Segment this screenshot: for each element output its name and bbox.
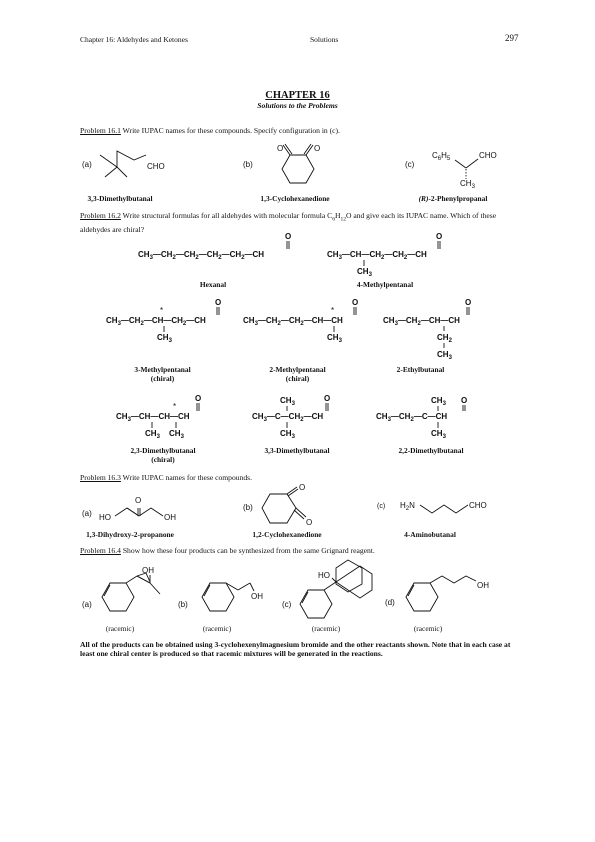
svg-text:O: O (306, 518, 313, 527)
svg-text:CH3—CH—CH—CH: $CH_3—CH—CH—CH$ (116, 412, 190, 423)
svg-text:CH3—CH2—C—CH: $CH_3—CH_2—C—CH$ (376, 412, 448, 423)
svg-text:CHO: CHO (147, 162, 165, 171)
tag-16-4-a: (a) (82, 600, 92, 609)
name-3-methylpentanal: 3-Methylpentanal (134, 365, 191, 374)
chiral-2-methylpentanal: (chiral) (285, 374, 310, 383)
tag-16-3-c: (c) (377, 503, 386, 510)
problem-16-3-statement: Problem 16.3 Write IUPAC names for these compounds. (80, 473, 253, 482)
svg-text:CH3: $CH_3$ (357, 267, 372, 278)
name-2-2-dimethylbutanal: 2,2-Dimethylbutanal (398, 446, 464, 455)
structure-16-4-a (102, 566, 160, 611)
chapter-subtitle: Solutions to the Problems (257, 101, 338, 110)
name-16-1-a: 3,3-Dimethylbutanal (87, 194, 153, 203)
name-4-methylpentanal: 4-Methylpentanal (356, 280, 414, 289)
problem-16-1-text: Write IUPAC names for these compounds. Specify configuration in (c). (120, 126, 340, 135)
svg-text:H2N: $H_2N$ (400, 501, 415, 512)
svg-text:CH3: $CH_3$ (169, 429, 184, 440)
name-2-3-dimethylbutanal: 2,3-Dimethylbutanal (130, 446, 196, 455)
tag-16-3-a: (a) (82, 509, 92, 518)
svg-text:O: O (461, 396, 468, 405)
svg-text:CHO: CHO (479, 151, 497, 160)
svg-text:CHO: CHO (469, 501, 487, 510)
problem-16-4-statement: Problem 16.4 Show how these four products can be synthesized from the same Grignard reagent. (80, 546, 375, 555)
svg-text:CH3: $CH_3$ (157, 333, 172, 344)
config-16-1-c: (R) (418, 194, 429, 203)
name-3-3-dimethylbutanal: 3,3-Dimethylbutanal (264, 446, 330, 455)
svg-text:*: * (160, 306, 164, 315)
racemic-16-4-d: (racemic) (413, 624, 443, 633)
structure-16-4-d (406, 576, 489, 611)
chapter-title: CHAPTER 16 (265, 90, 330, 101)
summary-paragraph: All of the products can be obtained using 3-cyclohexenylmagnesium bromide and the other reactants shown. Note that in each case at least one chiral center is produced so that racemic mixtures will be generated in the reactions. (80, 640, 511, 658)
name-16-1-c: (R)-2-Phenylpropanal (418, 194, 488, 203)
tag-16-3-b: (b) (243, 503, 253, 512)
problem-16-1-label: Problem 16.1 (80, 126, 121, 135)
structure-16-4-c (300, 560, 372, 618)
svg-text:CH3: $CH_3$ (280, 429, 295, 440)
svg-text:CH3: $CH_3$ (431, 429, 446, 440)
svg-text:*: * (331, 306, 335, 315)
svg-text:CH3: $CH_3$ (327, 333, 342, 344)
svg-text:O: O (215, 298, 222, 307)
svg-text:OH: OH (164, 513, 176, 522)
svg-text:O: O (135, 496, 142, 505)
svg-text:HO: HO (99, 513, 111, 522)
tag-16-4-d: (d) (385, 598, 395, 607)
tag-16-4-b: (b) (178, 600, 188, 609)
tag-16-4-c: (c) (282, 600, 292, 609)
tag-16-1-a: (a) (82, 160, 92, 169)
svg-text:CH3: $CH_3$ (280, 396, 295, 407)
svg-text:O: O (314, 144, 321, 153)
svg-text:CH3—CH2—CH2—CH2—CH2—CH: $CH_3—CH_2—CH_2—CH_2—CH_2—CH$ (138, 250, 265, 261)
running-header-left: Chapter 16: Aldehydes and Ketones (80, 35, 188, 44)
svg-text:O: O (285, 232, 292, 241)
name-16-3-c: 4-Aminobutanal (404, 530, 456, 539)
svg-text:OH: OH (251, 592, 263, 601)
svg-text:*: * (173, 402, 177, 411)
running-header-center: Solutions (310, 35, 339, 44)
problem-16-4-label: Problem 16.4 (80, 546, 121, 555)
racemic-16-4-c: (racemic) (311, 624, 341, 633)
tag-16-1-c: (c) (405, 160, 415, 169)
structure-16-4-b (202, 583, 263, 611)
svg-text:HO: HO (318, 571, 330, 580)
svg-text:O: O (299, 483, 306, 492)
svg-text:O: O (352, 298, 359, 307)
chiral-3-methylpentanal: (chiral) (150, 374, 175, 383)
svg-text:O: O (277, 144, 284, 153)
name-16-1-b: 1,3-Cyclohexanedione (260, 194, 330, 203)
svg-text:CH3—CH2—CH2—CH—CH: $CH_3—CH_2—CH_2—CH—CH$ (243, 316, 343, 327)
svg-text:CH3: $CH_3$ (437, 350, 452, 361)
svg-text:O: O (436, 232, 443, 241)
svg-text:CH3—C—CH2—CH: $CH_3—C—CH_2—CH$ (252, 412, 324, 423)
svg-text:CH2: $CH_2$ (437, 333, 452, 344)
svg-text:O: O (324, 394, 331, 403)
name-16-3-a: 1,3-Dihydroxy-2-propanone (86, 530, 174, 539)
svg-text:CH3: $CH_3$ (145, 429, 160, 440)
chiral-2-3-dimethylbutanal: (chiral) (151, 455, 175, 464)
problem-16-2-label: Problem 16.2 (80, 211, 121, 220)
racemic-16-4-b: (racemic) (202, 624, 232, 633)
svg-text:CH3: $CH_3$ (431, 396, 446, 407)
svg-text:CH3—CH2—CH—CH2—CH: $CH_3—CH_2—CH—CH_2—CH$ (106, 316, 206, 327)
racemic-16-4-a: (racemic) (105, 624, 135, 633)
svg-text:CH3—CH2—CH—CH: $CH_3—CH_2—CH—CH$ (383, 316, 460, 327)
name-2-methylpentanal: 2-Methylpentanal (269, 365, 326, 374)
problem-16-2-statement: Problem 16.2 Write structural formulas for all aldehydes with molecular formula $C_6H_{12}O$ and give each its IUPAC name. Which of these aldehydes are chiral? (80, 211, 497, 235)
problem-16-3-label: Problem 16.3 (80, 473, 121, 482)
svg-text:CH3—CH—CH2—CH2—CH: $CH_3—CH—CH_2—CH_2—CH$ (327, 250, 427, 261)
tag-16-1-b: (b) (243, 160, 253, 169)
name-2-ethylbutanal: 2-Ethylbutanal (396, 365, 445, 374)
svg-text:OH: OH (142, 566, 154, 575)
name-hexanal: Hexanal (199, 280, 227, 289)
page-number: 297 (505, 33, 519, 43)
svg-text:CH3: $CH_3$ (460, 179, 475, 190)
svg-text:O: O (465, 298, 472, 307)
svg-text:O: O (195, 394, 202, 403)
name-16-3-b: 1,2-Cyclohexanedione (252, 530, 322, 539)
svg-text:C6H5: $C_6H_5$ (432, 151, 451, 162)
svg-text:OH: OH (477, 581, 489, 590)
